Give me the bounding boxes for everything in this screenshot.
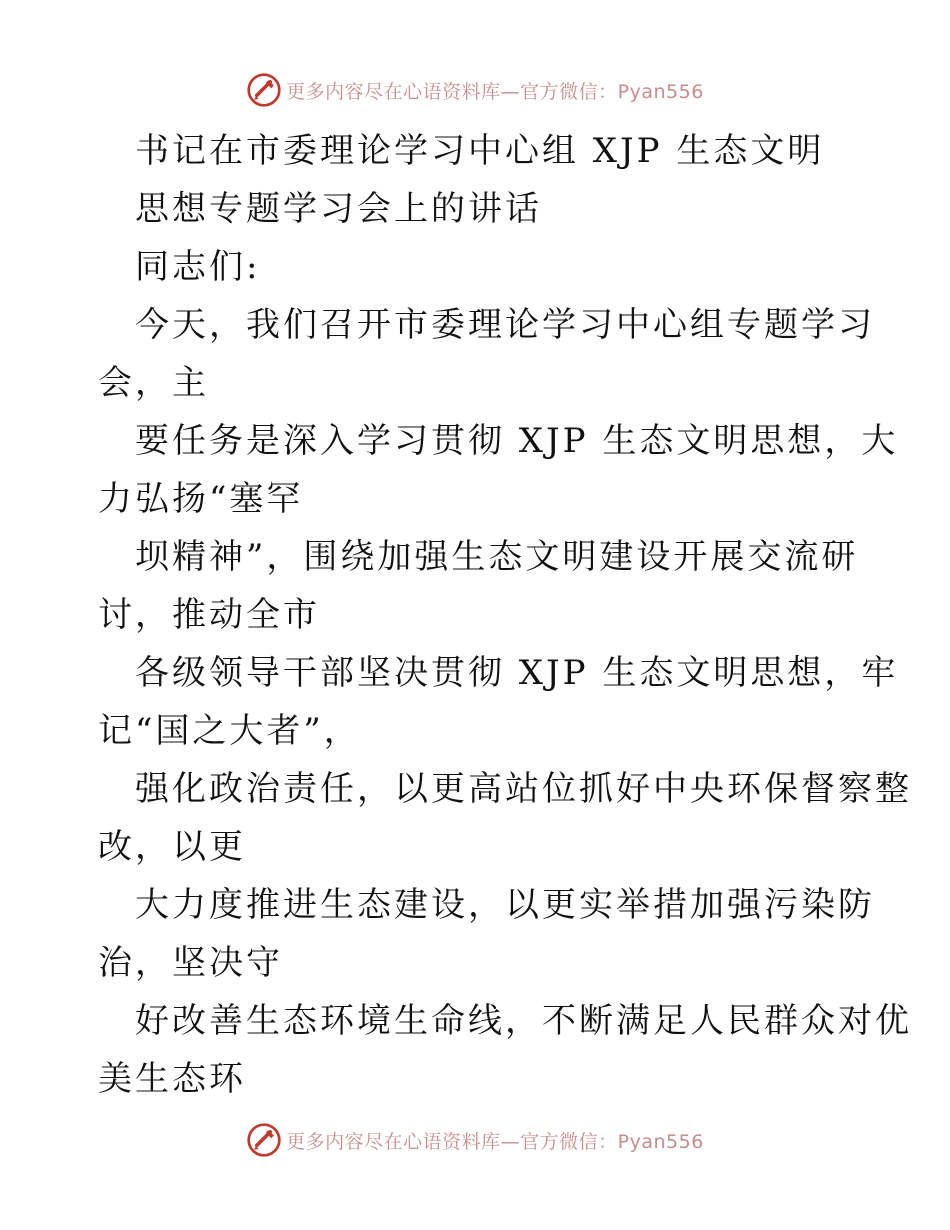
paragraph-line: 会，主: [98, 363, 209, 403]
paragraph-line: 坝精神”，围绕加强生态文明建设开展交流研: [135, 537, 859, 577]
salutation: 同志们:: [135, 247, 261, 287]
doc-title-line-2: 思想专题学习会上的讲话: [135, 189, 542, 229]
document-body: [0, 122, 950, 1108]
paragraph-line: 讨，推动全市: [98, 595, 320, 635]
paragraph-line: 要任务是深入学习贯彻 XJP 生态文明思想，大: [135, 421, 899, 461]
paragraph-line: 力弘扬“塞罕: [98, 479, 304, 519]
watermark-text: 更多内容尽在心语资料库—官方微信：Pyan556: [286, 80, 704, 103]
watermark-text: 更多内容尽在心语资料库—官方微信：Pyan556: [286, 1130, 704, 1153]
red-seal-logo-icon: [246, 72, 282, 108]
paragraph-line: 改，以更: [98, 827, 246, 867]
paragraph-line: 记“国之大者”，: [98, 711, 361, 751]
paragraph-line: 强化政治责任，以更高站位抓好中央环保督察整: [135, 769, 912, 809]
header-watermark: [0, 70, 950, 110]
paragraph-line: 治，坚决守: [98, 943, 283, 983]
paragraph-line: 好改善生态环境生命线，不断满足人民群众对优: [135, 1001, 912, 1041]
paragraph-line: 美生态环: [98, 1059, 246, 1099]
footer-watermark: [0, 1120, 950, 1160]
paragraph-line: 大力度推进生态建设，以更实举措加强污染防: [135, 885, 875, 925]
doc-title-line-1: 书记在市委理论学习中心组 XJP 生态文明: [135, 131, 825, 171]
paragraph-line: 今天，我们召开市委理论学习中心组专题学习: [135, 305, 875, 345]
red-seal-logo-icon: [246, 1122, 282, 1158]
paragraph-line: 各级领导干部坚决贯彻 XJP 生态文明思想，牢: [135, 653, 899, 693]
